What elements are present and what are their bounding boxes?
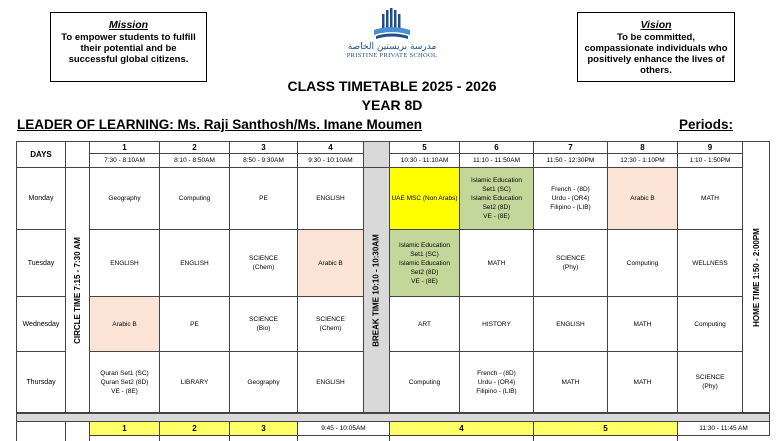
school-logo xyxy=(338,8,446,68)
lesson-cell-text: Islamic Education xyxy=(399,259,450,267)
friday-end-time-text: 11:30 - 11:45 AM xyxy=(699,425,748,432)
period-time-text: 8:10 - 8:50AM xyxy=(174,157,215,164)
period-number-text: 7 xyxy=(568,143,573,152)
period-number-text: 4 xyxy=(328,143,333,152)
lesson-cell-text: WELLNESS xyxy=(692,259,728,267)
friday-period-number-text: 3 xyxy=(261,424,266,433)
period-number-text: 2 xyxy=(192,143,197,152)
period-number-text: 8 xyxy=(640,143,645,152)
lesson-cell xyxy=(607,296,678,352)
day-label xyxy=(16,167,66,230)
period-time xyxy=(677,153,743,168)
lesson-cell-text: VE - (8E) xyxy=(483,213,510,220)
lesson-cell xyxy=(533,296,608,352)
lesson-cell-text: Arabic B xyxy=(112,320,137,328)
lesson-cell xyxy=(89,167,160,230)
lesson-cell-text: Set1 (SC) xyxy=(410,250,439,258)
lesson-cell xyxy=(159,167,230,230)
period-number-text: 1 xyxy=(122,143,127,152)
book-logo-icon xyxy=(372,8,412,42)
leader-of-learning: LEADER OF LEARNING: Ms. Raji Santhosh/Ms. Imane Moumen xyxy=(17,117,423,132)
lesson-cell-text: French - (8D) xyxy=(477,369,516,377)
break-time-band xyxy=(363,167,390,413)
vision-box xyxy=(577,12,735,82)
periods-label: Periods: xyxy=(679,117,734,132)
lesson-cell-text: MATH xyxy=(561,378,580,386)
vision-text: To be committed, compassionate individuals who positively enhance the lives of others. xyxy=(584,32,728,76)
lesson-cell xyxy=(89,229,160,297)
lesson-cell-text: (Phy) xyxy=(702,383,718,390)
lesson-cell-text: VE - (8E) xyxy=(411,277,438,285)
page-title: CLASS TIMETABLE 2025 - 2026 xyxy=(287,78,497,94)
period-number-text: 5 xyxy=(422,143,427,152)
lesson-cell-text: Set2 (8D) xyxy=(410,268,439,276)
lesson-cell-text: Geography xyxy=(108,195,141,202)
year-title: YEAR 8D xyxy=(361,97,423,113)
lesson-cell-text: ENGLISH xyxy=(316,195,345,202)
lesson-cell xyxy=(297,351,364,413)
circle-time-band xyxy=(65,167,90,413)
lesson-cell xyxy=(389,229,460,297)
lesson-cell-text: Quran Set2 (8D) xyxy=(100,378,149,386)
lesson-cell xyxy=(229,167,298,230)
lesson-cell xyxy=(389,296,460,352)
lesson-cell-text: ART xyxy=(418,320,431,328)
lesson-cell xyxy=(159,229,230,297)
lesson-cell-text: Set2 (8D) xyxy=(482,204,511,211)
period-time-text: 8:50 - 9:30AM xyxy=(243,157,284,164)
lesson-cell-text: Urdu - (OR4) xyxy=(477,378,516,386)
friday-break-time-text: 9:45 - 10:05AM xyxy=(321,425,366,432)
lesson-cell xyxy=(89,351,160,413)
lesson-cell-text: PE xyxy=(259,195,268,202)
lesson-cell-text: Islamic Education xyxy=(471,177,522,184)
lesson-cell xyxy=(533,229,608,297)
vision-title: Vision xyxy=(640,19,672,31)
period-time xyxy=(297,153,364,168)
lesson-cell-text: (Chem) xyxy=(252,264,275,271)
friday-period-number-text: 5 xyxy=(603,424,608,433)
lesson-cell-text: ENGLISH xyxy=(180,259,209,267)
friday-period-number xyxy=(533,421,678,436)
lesson-cell-text: (Chem) xyxy=(319,325,342,332)
circle-header-blank xyxy=(65,141,90,168)
friday-time-blank xyxy=(229,435,298,441)
friday-period-number-text: 4 xyxy=(459,424,464,433)
lesson-cell xyxy=(459,167,534,230)
lesson-cell xyxy=(297,229,364,297)
lesson-cell-text: Computing xyxy=(694,320,726,328)
lesson-cell xyxy=(229,229,298,297)
day-label-text: Tuesday xyxy=(27,259,55,267)
friday-period-number-text: 2 xyxy=(192,424,197,433)
lesson-cell xyxy=(677,351,743,413)
lesson-cell-text: ENGLISH xyxy=(556,320,585,328)
mission-text: To empower students to fulfill their potential and be successful global citizens. xyxy=(61,32,196,65)
lesson-cell-text: Geography xyxy=(247,378,280,386)
lesson-cell-text: SCIENCE xyxy=(316,316,345,323)
lesson-cell-text: (Phy) xyxy=(562,264,579,271)
lesson-cell-text: UAE MSC (Non Arabs) xyxy=(391,195,458,202)
lesson-cell-text: MATH xyxy=(633,320,652,328)
lesson-cell xyxy=(389,167,460,230)
lesson-cell xyxy=(459,296,534,352)
lesson-cell-text: Arabic B xyxy=(630,195,655,202)
lesson-cell xyxy=(229,296,298,352)
friday-period-number xyxy=(89,421,160,436)
period-time xyxy=(229,153,298,168)
lesson-cell-text: SCIENCE xyxy=(249,316,278,323)
lesson-cell xyxy=(297,296,364,352)
lesson-cell xyxy=(389,351,460,413)
lesson-cell xyxy=(677,229,743,297)
logo-english-name: PRISTINE PRIVATE SCHOOL xyxy=(346,52,438,59)
friday-time-blank xyxy=(89,435,160,441)
day-label xyxy=(16,351,66,413)
lesson-cell-text: Arabic B xyxy=(318,259,343,267)
friday-period-number xyxy=(159,421,230,436)
break-time-band-label: BREAK TIME 10:10 - 10:30AM xyxy=(372,233,382,347)
mission-box xyxy=(50,12,207,82)
lesson-cell xyxy=(159,351,230,413)
home-time-label: HOME TIME 1:50 - 2:00PM xyxy=(751,227,761,327)
period-time-text: 12:30 - 1:10PM xyxy=(620,157,665,164)
lesson-cell xyxy=(607,229,678,297)
lesson-cell xyxy=(229,351,298,413)
lesson-cell-text: HISTORY xyxy=(482,320,511,328)
lesson-cell-text: Quran Set1 (SC) xyxy=(100,369,149,377)
lesson-cell-text: LIBRARY xyxy=(180,378,209,386)
day-label-text: Wednesday xyxy=(22,320,60,328)
home-time-band xyxy=(742,141,770,413)
lesson-cell-text: MATH xyxy=(701,195,719,202)
day-label xyxy=(16,229,66,297)
period-number-text: 9 xyxy=(707,143,713,152)
lesson-cell xyxy=(159,296,230,352)
lesson-cell xyxy=(607,167,678,230)
friday-days-blank xyxy=(16,421,66,441)
friday-period-number xyxy=(229,421,298,436)
period-time xyxy=(459,153,534,168)
lesson-cell-text: Computing xyxy=(178,195,211,202)
lesson-cell-text: VE - (8E) xyxy=(111,387,138,395)
lesson-cell xyxy=(459,229,534,297)
lesson-cell xyxy=(89,296,160,352)
lesson-cell-text: MATH xyxy=(633,378,652,386)
lesson-cell-text: MATH xyxy=(487,259,506,267)
period-number-text: 6 xyxy=(494,143,499,152)
lesson-cell-text: SCIENCE xyxy=(695,374,725,381)
friday-period-number xyxy=(389,421,534,436)
lesson-cell-text: ENGLISH xyxy=(316,378,345,386)
friday-circle-blank xyxy=(65,421,90,441)
lesson-cell-text: ENGLISH xyxy=(110,259,139,267)
period-time xyxy=(159,153,230,168)
friday-end-time xyxy=(677,421,770,436)
period-time-text: 10:30 - 11:10AM xyxy=(400,157,449,164)
mission-title: Mission xyxy=(108,19,149,31)
lesson-cell-text: Set1 (SC) xyxy=(482,186,511,193)
lesson-cell-text: French - (8D) xyxy=(551,186,590,193)
period-time-text: 9:30 - 10:10AM xyxy=(308,157,353,164)
lesson-cell xyxy=(533,167,608,230)
day-label-text: Monday xyxy=(28,195,54,202)
lesson-cell xyxy=(677,167,743,230)
circle-time-band-label: CIRCLE TIME 7:15 - 7:30 AM xyxy=(73,236,82,344)
break-header-blank xyxy=(363,141,390,168)
lesson-cell-text: Islamic Education xyxy=(399,241,450,249)
logo-arabic-name: مدرسة بريستين الخاصة xyxy=(347,42,437,52)
period-time-text: 1:10 - 1:50PM xyxy=(689,157,731,164)
lesson-cell xyxy=(533,351,608,413)
friday-time-blank xyxy=(533,435,678,441)
lesson-cell-text: PE xyxy=(190,320,199,328)
period-time xyxy=(533,153,608,168)
day-label xyxy=(16,296,66,352)
lesson-cell xyxy=(297,167,364,230)
lesson-cell-text: SCIENCE xyxy=(556,255,585,262)
lesson-cell-text: Computing xyxy=(626,259,659,267)
friday-break-time xyxy=(297,421,390,436)
days-header xyxy=(16,141,66,168)
period-time xyxy=(89,153,160,168)
lesson-cell-text: Filipino - (LIB) xyxy=(476,387,517,395)
lesson-cell-text: Filipino - (LIB) xyxy=(550,204,591,211)
lesson-cell-text: Urdu - (OR4) xyxy=(551,195,590,202)
lesson-cell-text: Computing xyxy=(408,378,441,386)
lesson-cell xyxy=(459,351,534,413)
period-time-text: 7:30 - 8:10AM xyxy=(104,157,145,164)
lesson-cell-text: SCIENCE xyxy=(249,255,278,262)
period-time xyxy=(607,153,678,168)
day-label-text: Thursday xyxy=(26,378,56,386)
lesson-cell-text: (Bio) xyxy=(256,325,271,332)
period-time xyxy=(389,153,460,168)
friday-time-blank xyxy=(389,435,534,441)
lesson-cell-text: Islamic Education xyxy=(471,195,522,202)
lesson-cell xyxy=(677,296,743,352)
days-header-text: DAYS xyxy=(30,150,52,159)
period-time-text: 11:10 - 11:50AM xyxy=(472,157,521,164)
friday-time-blank xyxy=(159,435,230,441)
friday-period-number-text: 1 xyxy=(122,424,127,433)
lesson-cell xyxy=(607,351,678,413)
period-number-text: 3 xyxy=(261,143,266,152)
period-time-text: 11:50 - 12:30PM xyxy=(546,157,595,164)
